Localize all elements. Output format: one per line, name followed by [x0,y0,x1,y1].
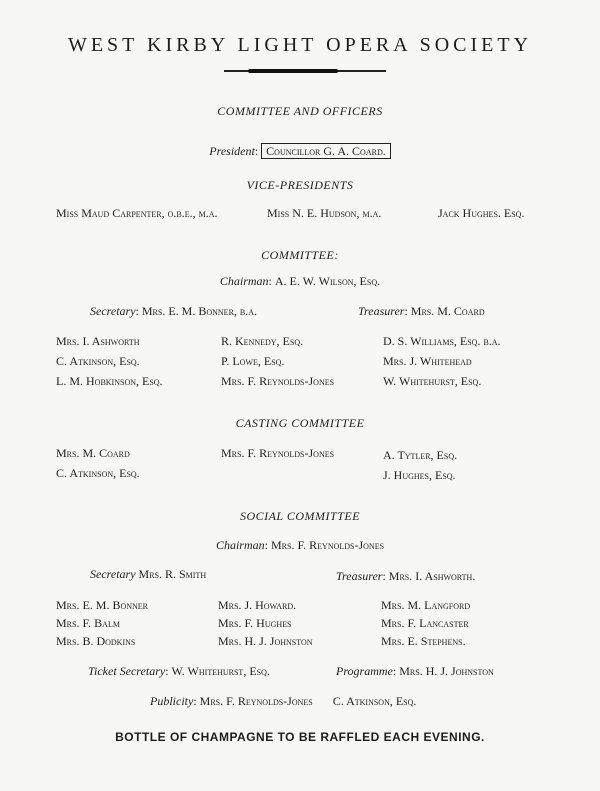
social-member: Mrs. F. Balm [56,616,120,630]
social-treasurer-line: Treasurer: Mrs. I. Ashworth. [336,569,476,583]
committee-chairman-name: A. E. W. Wilson, Esq. [274,274,381,288]
committee-treasurer-line: Treasurer: Mrs. M. Coard [358,304,485,318]
publicity-line: Publicity: Mrs. F. Reynolds-Jones C. Atkinson, Esq. [150,694,417,708]
casting-committee-heading: CASTING COMMITTEE [235,416,365,430]
committee-member: Mrs. J. Whitehead [383,354,472,368]
committee-member: Mrs. I. Ashworth [56,334,140,348]
social-member: Mrs. E. M. Bonner [56,598,149,612]
committee-secretary-name: Mrs. E. M. Bonner, b.a. [141,304,258,318]
social-member: Mrs. M. Langford [381,598,471,612]
social-member: Mrs. E. Stephens. [381,634,466,648]
programme-label: Programme [336,664,393,678]
programme-line: Programme: Mrs. H. J. Johnston [336,664,494,678]
president-name: Councillor G. A. Coard. [261,143,391,159]
society-title: WEST KIRBY LIGHT OPERA SOCIETY [67,34,533,56]
social-treasurer-label: Treasurer [336,569,383,583]
social-member: Mrs. F. Lancaster [381,616,469,630]
title-rule [224,70,386,72]
programme-name: Mrs. H. J. Johnston [399,664,494,678]
committee-member: P. Lowe, Esq. [221,354,285,368]
ticket-secretary-name: W. Whitehurst, Esq. [171,664,270,678]
committee-secretary-label: Secretary [90,304,136,318]
casting-member: C. Atkinson, Esq. [56,466,140,480]
vice-president-1: Miss Maud Carpenter, o.b.e., m.a. [56,206,218,220]
committee-heading: COMMITTEE: [261,248,339,262]
vice-president-3: Jack Hughes. Esq. [438,206,525,220]
casting-member: Mrs. M. Coard [56,446,130,460]
committee-member: L. M. Hobkinson, Esq. [56,374,163,388]
committee-member: D. S. Williams, Esq. b.a. [383,334,501,348]
publicity-label: Publicity [150,694,194,708]
casting-member: Mrs. F. Reynolds-Jones [221,446,335,460]
social-secretary-name: Mrs. R. Smith [138,567,207,581]
social-secretary-label: Secretary [90,567,136,581]
committee-member: C. Atkinson, Esq. [56,354,140,368]
ticket-secretary-line: Ticket Secretary: W. Whitehurst, Esq. [88,664,270,678]
committee-member: W. Whitehurst, Esq. [383,374,482,388]
social-secretary-line [90,567,206,582]
president-label: President [209,144,255,158]
ticket-secretary-label: Ticket Secretary [88,664,166,678]
committee-treasurer-label: Treasurer [358,304,405,318]
publicity-name-1: Mrs. F. Reynolds-Jones [199,694,313,708]
social-member: Mrs. J. Howard. [218,598,297,612]
president-line: President: Councillor G. A. Coard. [0,144,600,159]
vice-president-2: Miss N. E. Hudson, m.a. [267,206,382,220]
social-chairman-label: Chairman [215,538,265,552]
social-chairman-name: Mrs. F. Reynolds-Jones [270,538,385,552]
casting-member: A. Tytler, Esq. [383,448,458,462]
social-member: Mrs. F. Hughes [218,616,292,630]
committee-chairman-label: Chairman [219,274,269,288]
social-treasurer-name: Mrs. I. Ashworth. [388,569,476,583]
committee-member: Mrs. F. Reynolds-Jones [221,374,335,388]
committee-treasurer-name: Mrs. M. Coard [410,304,485,318]
vice-presidents-heading: VICE-PRESIDENTS [246,178,354,192]
social-member: Mrs. H. J. Johnston [218,634,313,648]
social-committee-heading: SOCIAL COMMITTEE [239,509,361,523]
committee-member: R. Kennedy, Esq. [221,334,304,348]
champagne-raffle-notice: BOTTLE OF CHAMPAGNE TO BE RAFFLED EACH EVENING. [115,730,485,744]
social-member: Mrs. B. Dodkins [56,634,136,648]
committee-secretary-line: Secretary: Mrs. E. M. Bonner, b.a. [90,304,258,318]
committee-officers-heading: COMMITTEE AND OFFICERS [217,104,383,118]
casting-member: J. Hughes, Esq. [383,468,456,482]
social-chairman-line: Chairman: Mrs. F. Reynolds-Jones [215,538,385,552]
publicity-name-2: C. Atkinson, Esq. [332,694,417,708]
committee-chairman-line: Chairman: A. E. W. Wilson, Esq. [219,274,381,288]
